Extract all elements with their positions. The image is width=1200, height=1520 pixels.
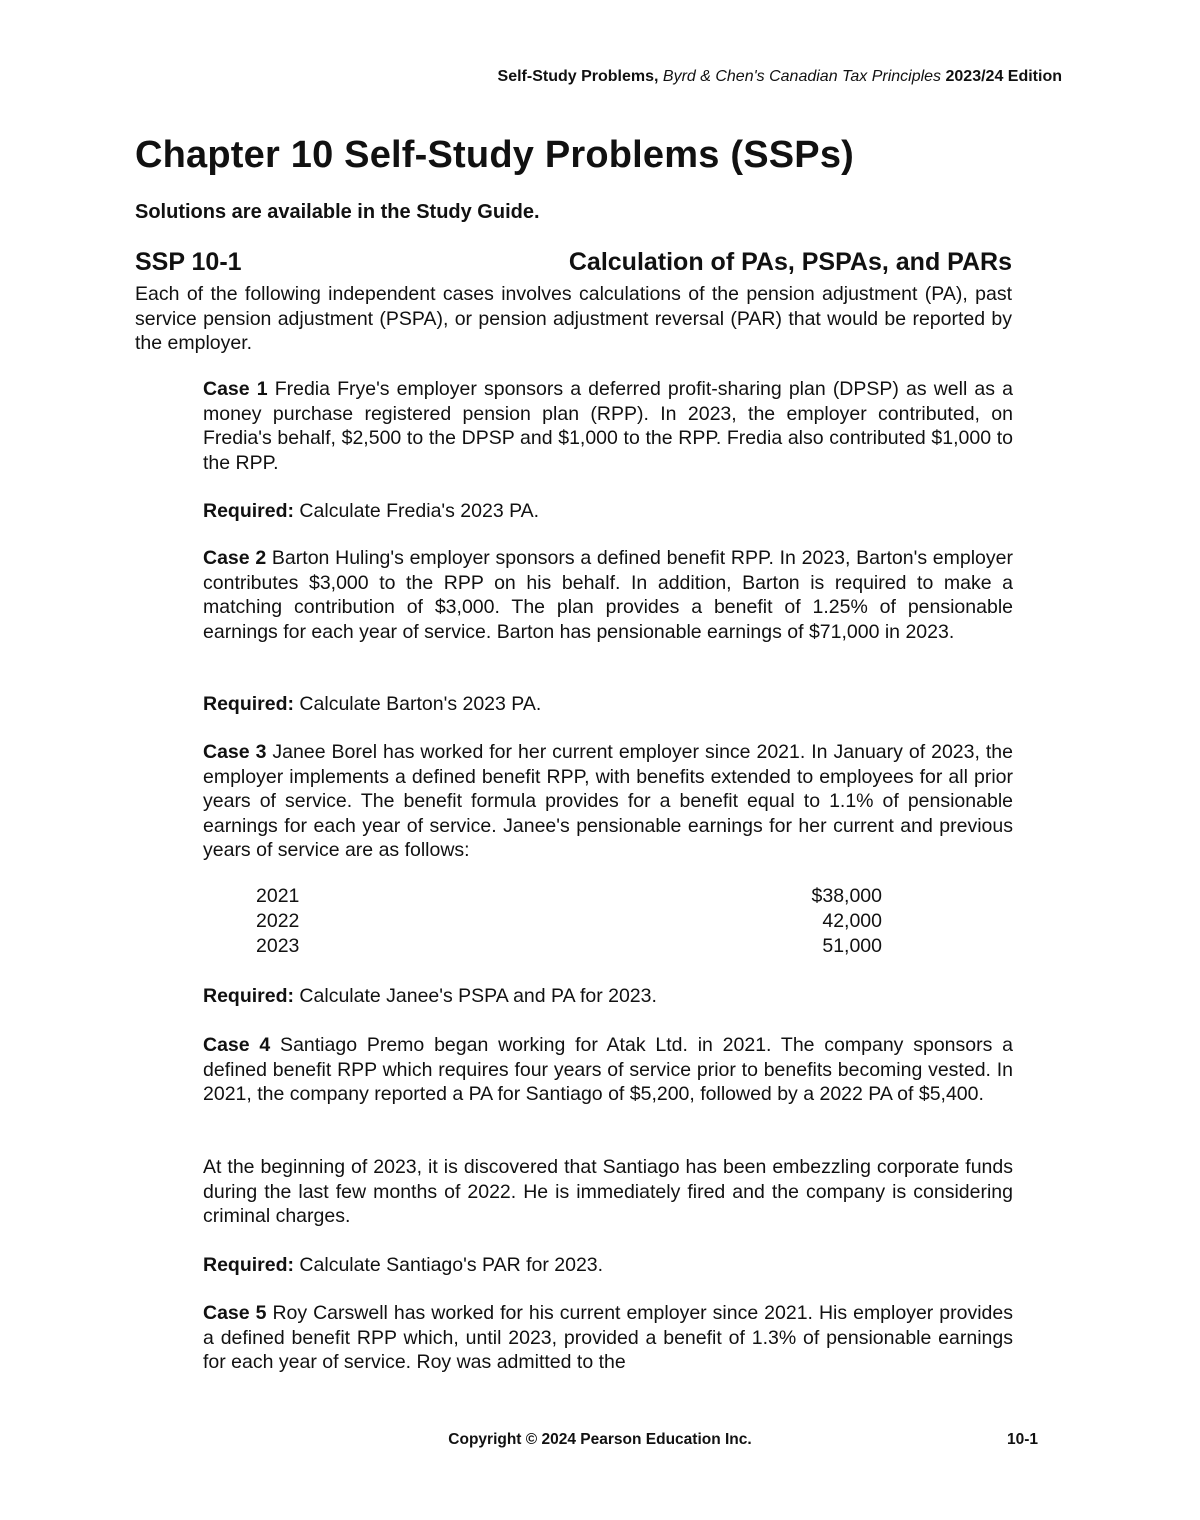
earnings-year: 2021: [256, 885, 300, 907]
header-book-title: Byrd & Chen's Canadian Tax Principles: [662, 68, 942, 85]
earnings-amount: $38,000: [811, 885, 882, 907]
earnings-amount: 42,000: [822, 910, 882, 932]
ssp-number: SSP 10-1: [135, 248, 242, 276]
case-4-text: Santiago Premo began working for Atak Ltd. in 2021. The company sponsors a defined benefit RPP which requires four years of service prior to benefits becoming vested. In 2021, the company reported a PA for Santiago of $5,200, followed by a 2022 PA of $5,400.: [203, 1034, 1013, 1105]
header-edition: 2023/24 Edition: [941, 68, 1062, 85]
earnings-year: 2022: [256, 910, 300, 932]
case-1-paragraph: [203, 377, 1013, 475]
case-1-text: Fredia Frye's employer sponsors a deferred profit-sharing plan (DPSP) as well as a money purchase registered pension plan (RPP). In 2023, the employer contributed, on Fredia's behalf, $2,500 to the DPSP and $1,000 to the RPP. Fredia also contributed $1,000 to the RPP.: [203, 378, 1013, 474]
solutions-note: Solutions are available in the Study Guide.: [135, 201, 540, 223]
required-text: Calculate Barton's 2023 PA.: [294, 693, 542, 715]
earnings-amount: 51,000: [822, 935, 882, 957]
required-label: Required:: [203, 985, 295, 1007]
case-5-label: Case 5: [203, 1302, 267, 1324]
ssp-intro: Each of the following independent cases involves calculations of the pension adjustment (PA), past service pension adjustment (PSPA), or pension adjustment reversal (PAR) that would be reported by the employer.: [135, 283, 1012, 354]
ssp-title: Calculation of PAs, PSPAs, and PARs: [568, 248, 1012, 276]
earnings-table: [256, 884, 882, 959]
required-text: Calculate Janee's PSPA and PA for 2023.: [294, 985, 657, 1007]
table-row: [256, 909, 882, 934]
case-3-required: [203, 984, 1013, 1009]
running-header: [498, 68, 1062, 86]
table-row: [256, 934, 882, 959]
required-label: Required:: [203, 500, 295, 522]
case-5-text: Roy Carswell has worked for his current employer since 2021. His employer provides a defined benefit RPP which, until 2023, provided a benefit of 1.3% of pensionable earnings for each year of service. Roy was admitted to the: [203, 1302, 1013, 1373]
required-text: Calculate Santiago's PAR for 2023.: [294, 1254, 604, 1276]
case-3-paragraph: [203, 740, 1013, 863]
required-text: Calculate Fredia's 2023 PA.: [294, 500, 540, 522]
case-2-text: Barton Huling's employer sponsors a defined benefit RPP. In 2023, Barton's employer contributes $3,000 to the RPP on his behalf. In addition, Barton is required to make a matching contribution of $3,000. The plan provides a benefit of 1.25% of pensionable earnings for each year of service. Barton has pensionable earnings of $71,000 in 2023.: [203, 547, 1013, 643]
case-3-text: Janee Borel has worked for her current employer since 2021. In January of 2023, the employer implements a defined benefit RPP, with benefits extended to employees for all prior years of service. The benefit formula provides for a benefit equal to 1.1% of pensionable earnings for each year of service. Janee's pensionable earnings for her current and previous years of service are as follows:: [203, 741, 1013, 861]
case-4-label: Case 4: [203, 1034, 271, 1056]
required-label: Required:: [203, 1254, 295, 1276]
case-1-required: [203, 499, 1013, 524]
case-2-label: Case 2: [203, 547, 267, 569]
required-label: Required:: [203, 693, 295, 715]
header-prefix: Self-Study Problems,: [497, 68, 663, 85]
case-5-paragraph: [203, 1301, 1013, 1375]
case-2-paragraph: [203, 546, 1013, 644]
case-2-required: [203, 692, 1013, 717]
chapter-title: Chapter 10 Self-Study Problems (SSPs): [135, 134, 855, 176]
earnings-year: 2023: [256, 935, 300, 957]
case-3-label: Case 3: [203, 741, 267, 763]
footer-copyright: Copyright © 2024 Pearson Education Inc.: [448, 1431, 752, 1448]
case-4-paragraph-2: At the beginning of 2023, it is discovered that Santiago has been embezzling corporate funds during the last few months of 2022. He is immediately fired and the company is considering criminal charges.: [203, 1156, 1013, 1227]
ssp-heading: [135, 248, 1012, 277]
page-number: 10-1: [1006, 1431, 1038, 1448]
case-4-required: [203, 1253, 1013, 1278]
case-4-paragraph: [203, 1033, 1013, 1107]
case-1-label: Case 1: [203, 378, 268, 400]
table-row: [256, 884, 882, 909]
